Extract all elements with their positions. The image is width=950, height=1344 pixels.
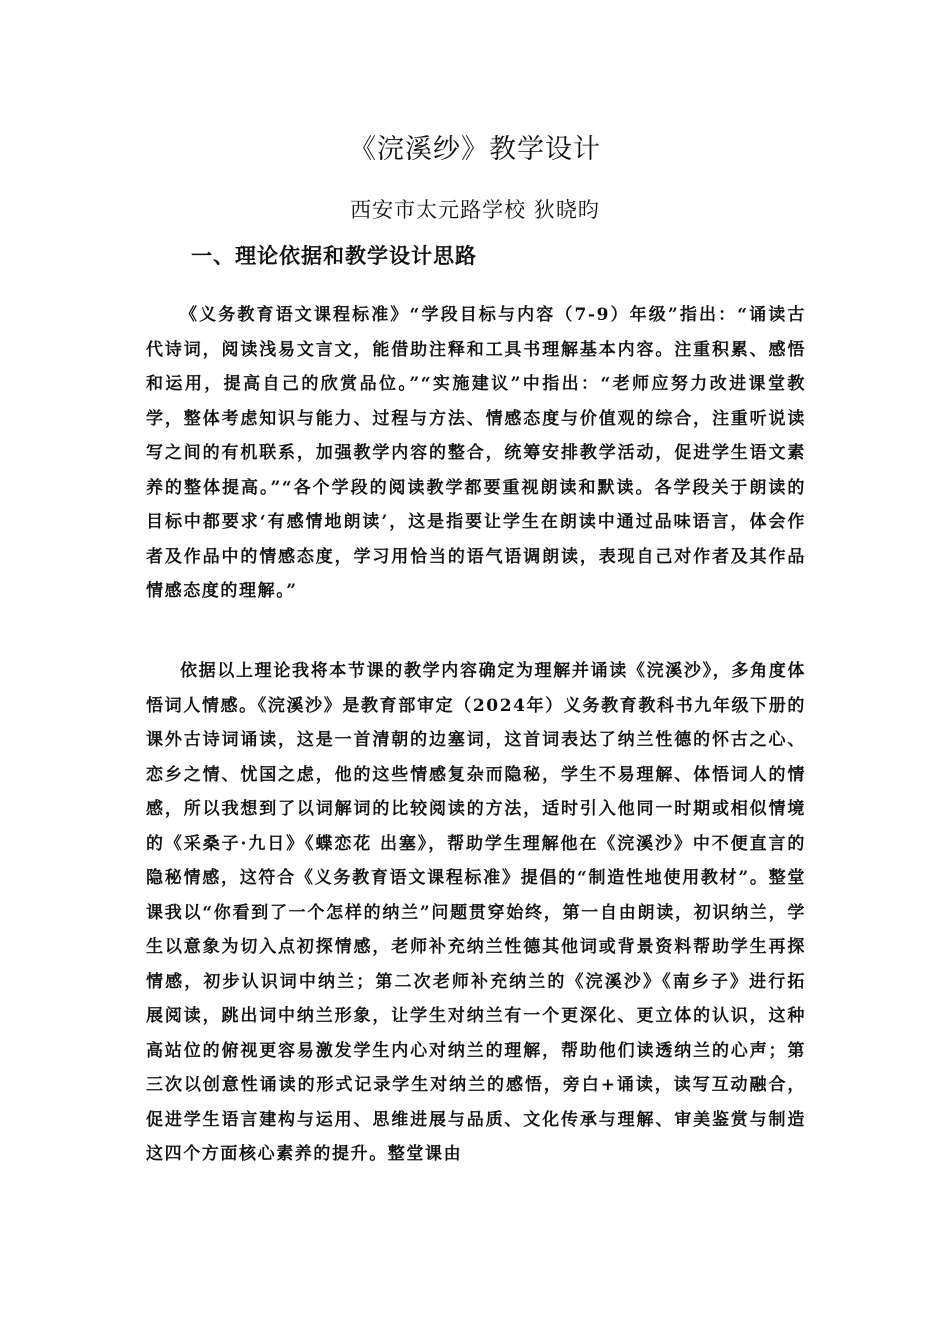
author-line: 西安市太元路学校 狄晓昀 [350, 198, 600, 222]
section-heading: 一、理论依据和教学设计思路 [191, 244, 477, 268]
document-title: 《浣溪纱》教学设计 [349, 134, 601, 165]
body-paragraph-curriculum-standard: 《义务教育语文课程标准》“学段目标与内容（7-9）年级”指出：“诵读古代诗词，阅读浅易文言文，能借助注释和工具书理解基本内容。注重积累、感悟和运用，提高自己的欣赏品位。”“实施建议”中指出：“老师应努力改进课堂教学，整体考虑知识与能力、过程与方法、情感态度与价值观的综合，注重听说读写之间的有机联系，加强教学内容的整合，统筹安排教学活动，促进学生语文素养的整体提高。”“各个学段的阅读教学都要重视朗读和默读。各学段关于朗读的目标中都要求‘有感情地朗读’，这是指要让学生在朗读中通过品味语言，体会作者及作品中的情感态度，学习用恰当的语气语调朗读，表现自己对作者及其作品情感态度的理解。” [146, 305, 806, 601]
body-paragraph-design-rationale: 依据以上理论我将本节课的教学内容确定为理解并诵读《浣溪沙》，多角度体悟词人情感。《浣溪沙》是教育部审定（2024年）义务教育教科书九年级下册的课外古诗词诵读，这是一首清朝的边塞词，这首词表达了纳兰性德的怀古之心、恋乡之情、忧国之虑，他的这些情感复杂而隐秘，学生不易理解、体悟词人的情感，所以我想到了以词解词的比较阅读的方法，适时引入他同一时期或相似情境的《采桑子·九日》《蝶恋花 出塞》，帮助学生理解他在《浣溪沙》中不便直言的隐秘情感，这符合《义务教育语文课程标准》提倡的“制造性地使用教材”。整堂课我以“你看到了一个怎样的纳兰”问题贯穿始终，第一自由朗读，初识纳兰，学生以意象为切入点初探情感，老师补充纳兰性德其他词或背景资料帮助学生再探情感，初步认识词中纳兰；第二次老师补充纳兰的《浣溪沙》《南乡子》进行拓展阅读，跳出词中纳兰形象，让学生对纳兰有一个更深化、更立体的认识，这种高站位的俯视更容易激发学生内心对纳兰的理解，帮助他们读透纳兰的心声；第三次以创意性诵读的形式记录学生对纳兰的感悟，旁白+诵读，读写互动融合，促进学生语言建构与运用、思维进展与品质、文化传承与理解、审美鉴赏与制造这四个方面核心素养的提升。整堂课由 [146, 661, 806, 1164]
